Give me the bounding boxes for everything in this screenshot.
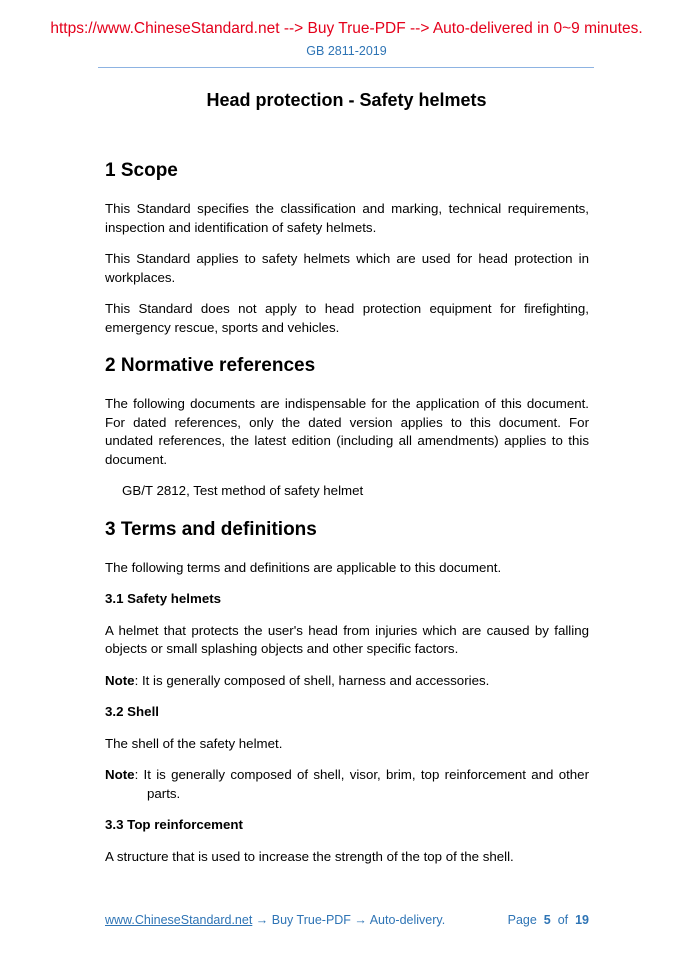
note-label: Note [105,767,135,782]
page-indicator [508,913,589,927]
page-total: 19 [575,913,589,927]
document-body [105,158,589,866]
term-heading: 3.2 Shell [105,704,159,719]
note-text: : It is generally composed of shell, harness and accessories. [134,672,490,688]
paragraph: This Standard does not apply to head protection equipment for firefighting, emergency rescue, sports and vehicles. [105,301,589,335]
term-heading: 3.3 Top reinforcement [105,817,243,832]
section-heading-scope: 1 Scope [105,160,178,181]
paragraph: This Standard specifies the classification and marking, technical requirements, inspection and identification of safety helmets. [105,201,589,235]
page-label: Page [507,913,537,927]
standard-code: GB 2811-2019 [306,44,387,58]
section-heading-terms: 3 Terms and definitions [105,518,317,540]
paragraph: This Standard applies to safety helmets which are used for head protection in workplaces. [105,251,589,285]
page-of: of [557,913,569,927]
section-heading-normative: 2 Normative references [105,355,316,376]
term-note [105,672,589,691]
header-divider [98,67,594,68]
paragraph: The following documents are indispensable for the application of this document. For dated references, only the dated version applies to this document. For undated references, the latest edition (including all amendments) applies to this document. [105,396,589,467]
footer-promo [105,913,445,927]
term-definition: The shell of the safety helmet. [105,735,283,751]
term-definition: A structure that is used to increase the strength of the top of the shell. [105,848,514,864]
term-note [105,766,589,803]
note-text: : It is generally composed of shell, visor, brim, top reinforcement and other parts. [134,767,589,801]
term-definition: A helmet that protects the user's head from injuries which are caused by falling objects or small splashing objects and other specific factors. [105,622,589,656]
document-title: Head protection - Safety helmets [206,90,487,110]
footer-link[interactable]: www.ChineseStandard.net [105,913,253,927]
reference-item: GB/T 2812, Test method of safety helmet [122,483,364,498]
note-label: Note [105,672,135,688]
promo-banner[interactable]: https://www.ChineseStandard.net --> Buy True-PDF --> Auto-delivered in 0~9 minutes. [50,20,643,37]
footer-text: → Buy True-PDF → Auto-delivery. [252,913,446,927]
page-footer [105,913,589,927]
paragraph: The following terms and definitions are applicable to this document. [105,559,502,575]
term-heading: 3.1 Safety helmets [105,591,222,606]
page-current: 5 [543,913,551,927]
